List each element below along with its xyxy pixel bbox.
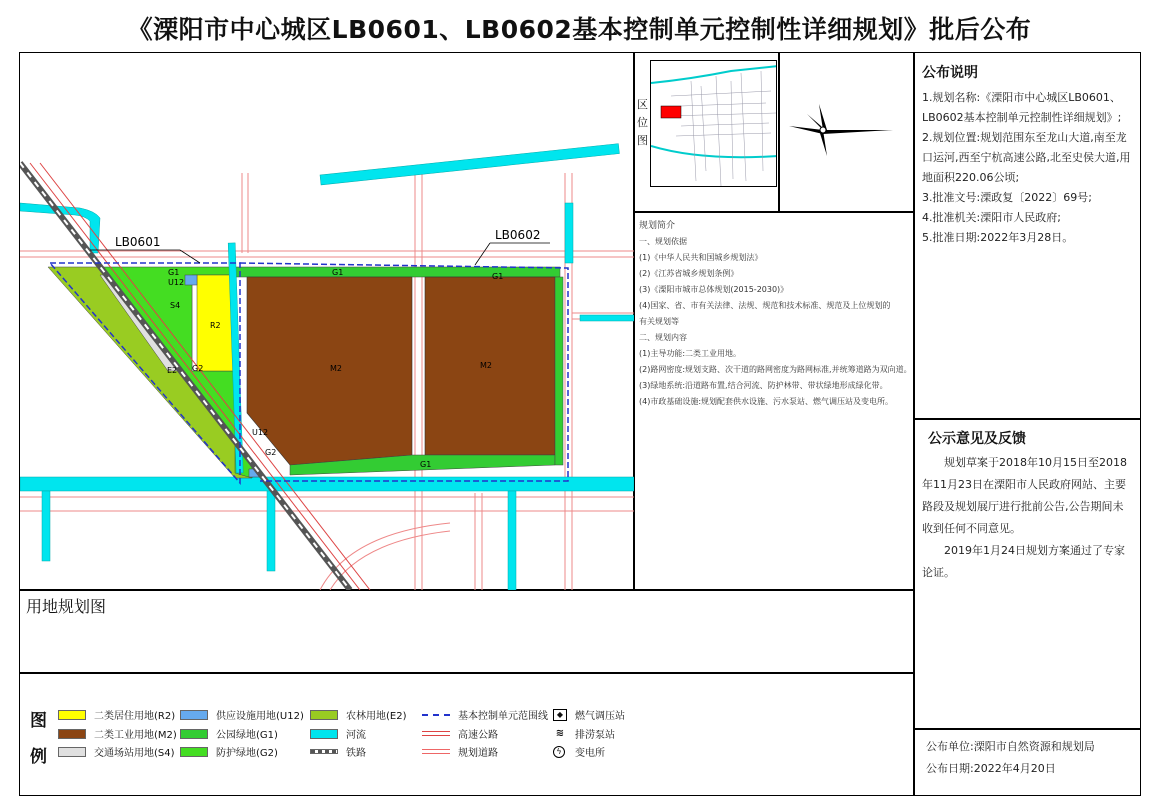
legend-label: 河流 [346, 730, 366, 741]
intro-line: 一、规划依据 [639, 237, 687, 246]
legend-swatch [180, 747, 208, 757]
legend-label: 防护绿地(G2) [216, 748, 278, 759]
planning-intro [639, 218, 914, 410]
intro-heading: 规划简介 [639, 221, 676, 231]
unit-label-lb0601: LB0601 [115, 235, 161, 249]
legend-label: 二类居住用地(R2) [94, 711, 176, 722]
comments-title: 公示意见及反馈 [928, 431, 1026, 447]
legend-swatch [180, 729, 208, 739]
locator-label: 区位图 [637, 98, 648, 147]
legend-label: 供应设施用地(U12) [216, 711, 304, 722]
legend-label: 铁路 [346, 748, 366, 759]
label-s4: S4 [170, 301, 181, 310]
legend-item-s4 [58, 744, 175, 759]
footer-divider [914, 728, 1141, 730]
legend-swatch [310, 729, 338, 739]
intro-line: (1)《中华人民共和国城乡规划法》 [639, 253, 763, 262]
legend-item-planned-road [422, 744, 498, 759]
legend-item-e2 [310, 707, 406, 722]
legend-swatch [58, 729, 86, 739]
page-title: 《溧阳市中心城区LB0601、LB0602基本控制单元控制性详细规划》批后公布 [127, 15, 1032, 44]
locator-highlight [661, 106, 681, 118]
label-m2-west: M2 [330, 364, 342, 373]
compass-icon [785, 100, 895, 164]
legend-item-substation [553, 744, 605, 759]
intro-line: 有关规划等 [639, 317, 679, 326]
legend-swatch [422, 714, 450, 716]
locator-divider [778, 53, 780, 211]
intro-line: (3)《溧阳市城市总体规划(2015-2030)》 [639, 285, 789, 294]
notice-item: 1.规划名称:《溧阳市中心城区LB0601、LB0602基本控制单元控制性详细规划》; [922, 91, 1122, 124]
legend-item-river [310, 726, 366, 741]
legend-swatch [310, 749, 338, 754]
comment-paragraph: 规划草案于2018年10月15日至2018年11月23日在溧阳市人民政府网站、主要路段及规划展厅进行批前公告,公告期间未收到任何不同意见。 [922, 456, 1127, 535]
label-g2-west: G2 [192, 364, 204, 373]
label-m2-east: M2 [480, 361, 492, 370]
legend-title-1: 图 [30, 711, 47, 731]
legend-item-railway [310, 744, 366, 759]
legend-swatch [58, 710, 86, 720]
legend-divider [20, 672, 913, 674]
legend-label: 农林用地(E2) [346, 711, 407, 722]
notice-item: 3.批准文号:溧政复〔2022〕69号; [922, 191, 1092, 204]
label-g2-south: G2 [265, 448, 277, 457]
legend-item-m2 [58, 726, 177, 741]
unit-label-lb0602: LB0602 [495, 228, 541, 242]
legend-label: 公园绿地(G1) [216, 730, 278, 741]
label-u12-south: U12 [252, 428, 269, 437]
land-use-map [20, 53, 634, 590]
label-r2: R2 [210, 321, 221, 330]
legend-label: 高速公路 [458, 730, 498, 741]
notice-divider [914, 418, 1141, 420]
intro-line: (4)市政基础设施:规划配套供水设施、污水泵站、燃气调压站及变电所。 [639, 397, 894, 406]
legend-item-gas-station [553, 707, 625, 722]
label-g1-north: G1 [332, 268, 344, 277]
legend-label: 二类工业用地(M2) [94, 730, 177, 741]
legend-item-g1 [180, 726, 278, 741]
label-e2: E2 [167, 366, 178, 375]
intro-line: 二、规划内容 [639, 333, 687, 342]
legend-label: 燃气调压站 [575, 711, 625, 722]
legend-item-r2 [58, 707, 175, 722]
legend-label: 变电所 [575, 748, 605, 759]
comments-body [922, 452, 1134, 584]
footer-date-label: 公布日期: [926, 762, 974, 775]
parcel-g1-east [555, 277, 563, 465]
footer-unit [926, 738, 1095, 754]
notice-list [922, 88, 1134, 248]
legend-label: 排涝泵站 [575, 730, 615, 741]
footer-unit-label: 公布单位: [926, 740, 974, 753]
panel-divider [913, 53, 915, 796]
legend-item-pump-station [553, 726, 615, 741]
legend-label: 基本控制单元范围线 [458, 711, 548, 722]
label-g1-ne: G1 [492, 272, 504, 281]
intro-line: (2)路网密度:规划支路、次干道的路网密度为路网标准,并统筹道路为双向道。 [639, 365, 912, 374]
map-caption: 用地规划图 [26, 597, 107, 616]
legend-item-u12 [180, 707, 304, 722]
notice-item: 2.规划位置:规划范围东至龙山大道,南至龙口运河,西至宁杭高速公路,北至史侯大道,用地面积220.06公顷; [922, 131, 1131, 184]
substation-icon: ϟ [553, 746, 565, 758]
label-g1-south: G1 [420, 460, 432, 469]
legend-label: 交通场站用地(S4) [94, 748, 175, 759]
notice-item: 4.批准机关:溧阳市人民政府; [922, 211, 1061, 224]
legend-label: 规划道路 [458, 748, 498, 759]
legend-item-g2 [180, 744, 278, 759]
parcel-u12-north [185, 275, 197, 285]
locator-map [650, 60, 777, 187]
label-g1-nw: G1 [168, 268, 180, 277]
pump-station-icon: ≋ [555, 727, 565, 739]
intro-line: (2)《江苏省城乡规划条例》 [639, 269, 739, 278]
legend-item-boundary [422, 707, 548, 722]
notice-item: 5.批准日期:2022年3月28日。 [922, 231, 1074, 244]
legend-swatch [58, 747, 86, 757]
intro-line: (4)国家、省、市有关法律、法规、规范和技术标准、规范及上位规划的 [639, 301, 891, 310]
footer-date-value: 2022年4月20日 [973, 762, 1056, 775]
legend-swatch [180, 710, 208, 720]
parcel-g1-north [234, 267, 560, 277]
legend-swatch [422, 731, 450, 736]
legend-swatch [422, 749, 450, 754]
intro-divider [634, 211, 913, 213]
notice-title: 公布说明 [922, 65, 978, 81]
legend-title-2: 例 [30, 747, 47, 767]
comment-paragraph: 2019年1月24日规划方案通过了专家论证。 [922, 544, 1125, 579]
map-svg [20, 53, 634, 590]
intro-line: (1)主导功能:二类工业用地。 [639, 349, 742, 358]
label-u12-north: U12 [168, 278, 185, 287]
legend-swatch [310, 710, 338, 720]
footer-unit-value: 溧阳市自然资源和规划局 [973, 740, 1095, 753]
legend-item-expressway [422, 726, 498, 741]
intro-line: (3)绿地系统:沿道路布置,结合河流、防护林带、带状绿地形成绿化带。 [639, 381, 888, 390]
footer-date [926, 760, 1056, 776]
gas-station-icon: ◆ [553, 709, 567, 721]
